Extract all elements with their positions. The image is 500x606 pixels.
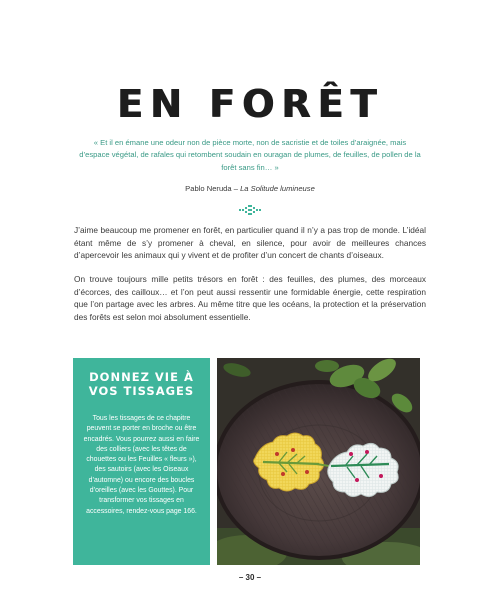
epigraph-source xyxy=(0,184,500,193)
tip-box xyxy=(73,358,210,565)
quote-author: Pablo Neruda – xyxy=(185,184,238,193)
tip-box-text: Tous les tissages de ce chapitre peuvent se porter en broche ou être encadrés. Vous pourrez aussi en faire des colliers (avec les têtes de chouettes ou les Feuilles « fleurs »), des sautoirs (avec les Oiseaux d’automne) ou encore des boucles d’oreilles (avec les Gouttes). Pour transformer vos tissages en accessoires, rendez-vous page 166. xyxy=(83,415,200,515)
epigraph-quote: « Et il en émane une odeur non de pièce morte, non de sacristie et de toiles d’araignée, mais d’espace végétal, de rafales qui retombent soudain en ouragan de plumes, de feuilles, de pollen de la forêt sans fin… » xyxy=(79,138,421,172)
tip-box-title-line-2: VOS TISSAGES xyxy=(88,384,195,398)
tip-box-title-line-1: DONNEZ VIE À xyxy=(89,370,194,384)
body-paragraph-1: J’aime beaucoup me promener en forêt, en particulier quand il n’y a pas trop de monde. L’idéal étant même de s’y promener à cheval, en silence, pour avoir de meilleures chances d’apercevoir les animaux qui y vivent et de profiter d’un concert de chants d’oiseaux. xyxy=(74,225,426,261)
page-title: EN FORÊT xyxy=(116,82,384,126)
ornament-divider-icon xyxy=(239,205,261,215)
beaded-leaves-on-stump-photo xyxy=(217,358,420,565)
page-number: – 30 – xyxy=(238,573,262,582)
tip-box-title xyxy=(73,370,210,398)
body-paragraph-2: On trouve toujours mille petits trésors en forêt : des feuilles, des plumes, des morceaux d’écorces, des cailloux… et l’on peut aussi ressentir une formidable énergie, cette respiration que l’on partage avec les arbres. Au même titre que les océans, la protection et la préservation des forêts est selon moi absolument essentielle. xyxy=(74,274,426,322)
quote-book-title: La Solitude lumineuse xyxy=(240,184,315,193)
